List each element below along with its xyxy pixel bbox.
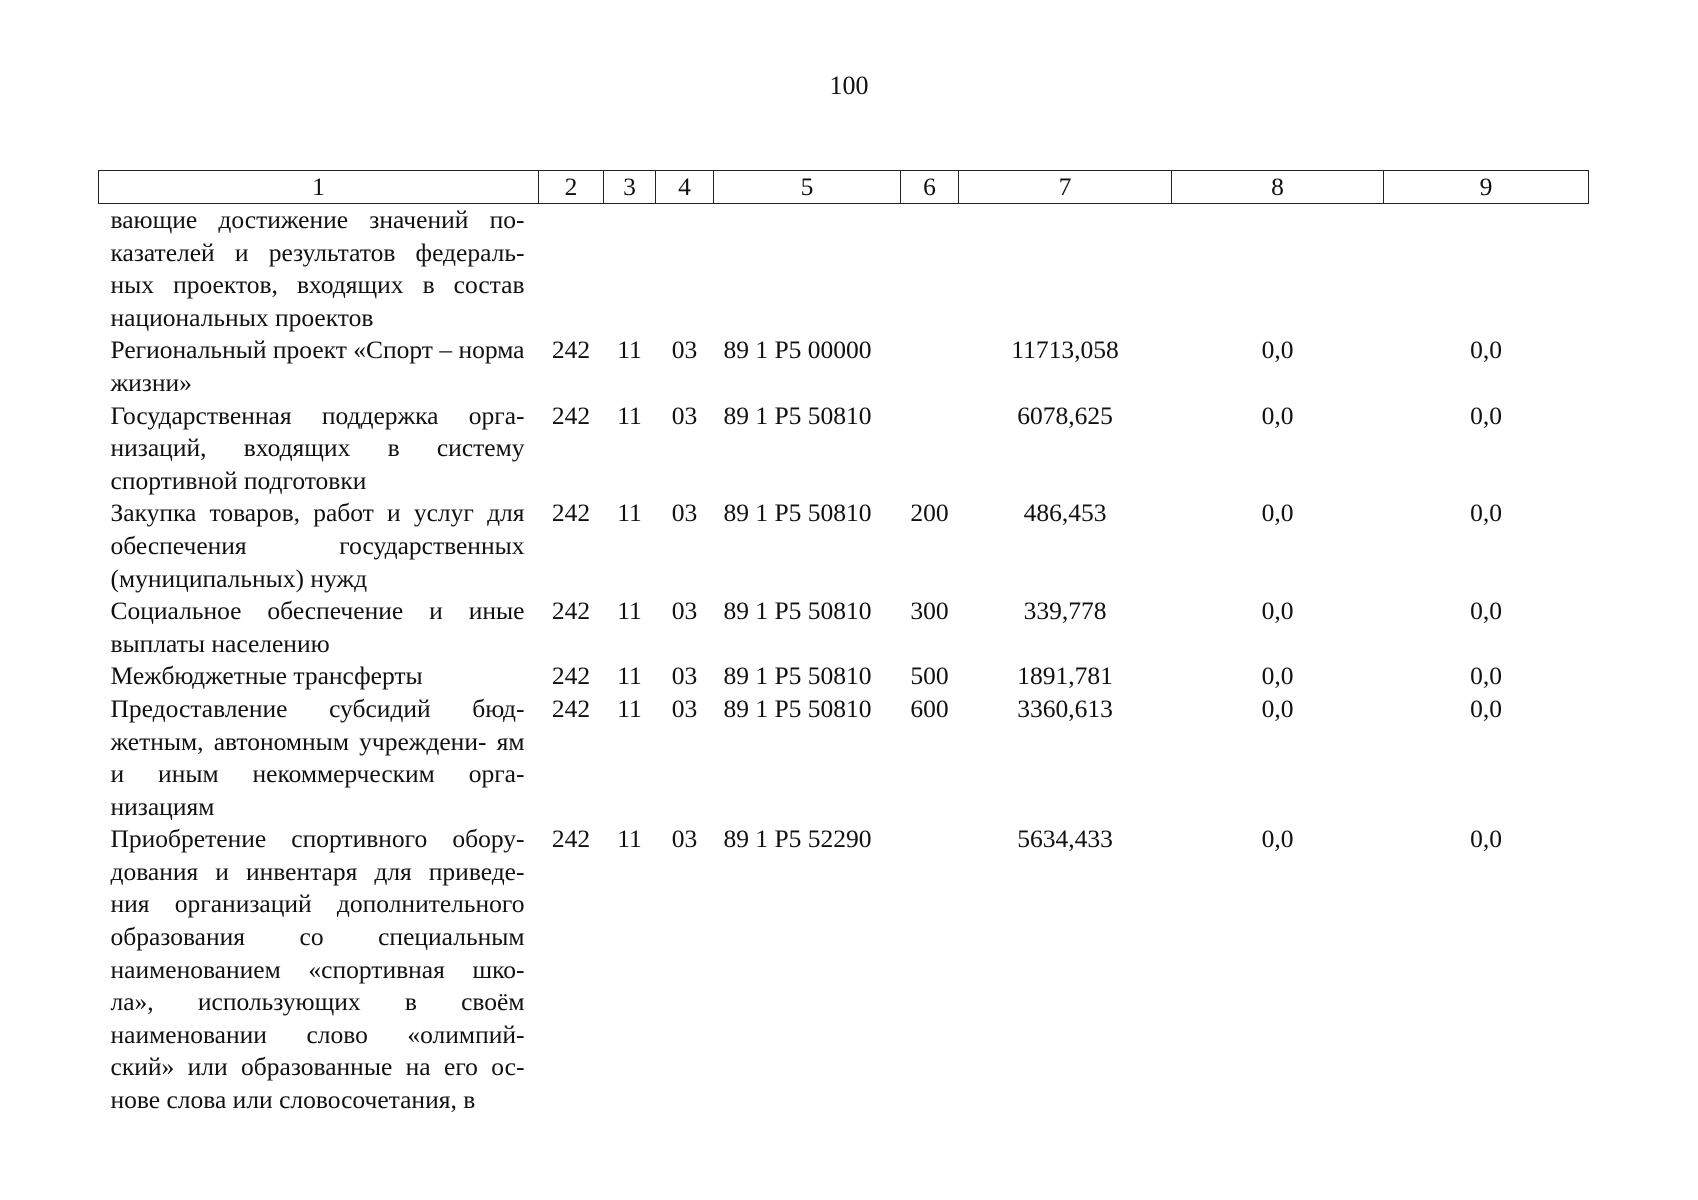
ministry-code (539, 204, 604, 335)
amount-col-7: 11713,058 (1011, 335, 1119, 365)
header-row (99, 171, 1589, 204)
expense-type-code: 600 (910, 693, 949, 723)
section-code: 11 (617, 596, 642, 626)
amount-col-9: 0,0 (1470, 661, 1502, 691)
table-header (99, 171, 1589, 204)
target-article-code: 89 1 P5 50810 (723, 596, 872, 626)
column-header: 7 (959, 171, 1172, 204)
ministry-code: 242 (551, 498, 591, 528)
ministry-code: 242 (551, 596, 591, 626)
amount-col-8: 0,0 (1261, 335, 1294, 365)
table-row (99, 823, 1589, 1116)
column-header: 9 (1384, 171, 1589, 204)
amount-col-8 (1172, 204, 1384, 335)
amount-col-9: 0,0 (1470, 400, 1502, 430)
column-header: 1 (99, 171, 539, 204)
amount-col-7: 6078,625 (1017, 400, 1113, 430)
section-code: 11 (617, 335, 642, 365)
row-name: Межбюджетные трансферты (110, 661, 423, 691)
subsection-code (656, 204, 714, 335)
column-header: 2 (539, 171, 604, 204)
row-name: Региональный проект «Спорт – норма жизни» (110, 335, 525, 397)
amount-col-9: 0,0 (1470, 693, 1502, 723)
amount-col-7: 339,778 (1023, 596, 1107, 626)
row-name: Социальное обеспечение и иные выплаты населению (110, 596, 525, 658)
amount-col-7 (959, 204, 1172, 335)
column-header: 4 (656, 171, 714, 204)
expense-type-code (901, 204, 959, 335)
table-row (99, 334, 1589, 399)
target-article-code: 89 1 P5 50810 (723, 693, 872, 723)
amount-col-8: 0,0 (1261, 693, 1294, 723)
section-code: 11 (617, 661, 642, 691)
amount-col-9: 0,0 (1470, 596, 1502, 626)
subsection-code: 03 (671, 335, 698, 365)
table-row (99, 497, 1589, 595)
column-header: 8 (1172, 171, 1384, 204)
ministry-code: 242 (551, 693, 591, 723)
row-name: Государственная поддержка орга- низаций, входящих в систему спортивной подготовки (110, 400, 525, 495)
expense-type-code: 300 (910, 596, 949, 626)
amount-col-8: 0,0 (1261, 824, 1294, 854)
target-article-code: 89 1 P5 50810 (723, 400, 872, 430)
table-row (99, 660, 1589, 693)
amount-col-9 (1384, 204, 1589, 335)
amount-col-7: 486,453 (1023, 498, 1107, 528)
expense-type-code: 500 (910, 661, 949, 691)
subsection-code: 03 (671, 400, 698, 430)
row-name: Закупка товаров, работ и услуг для обеспечения государственных (муниципальных) нужд (110, 498, 525, 593)
amount-col-7: 5634,433 (1017, 824, 1113, 854)
ministry-code: 242 (551, 824, 591, 854)
amount-col-7: 3360,613 (1017, 693, 1113, 723)
amount-col-8: 0,0 (1261, 498, 1294, 528)
section-code: 11 (617, 824, 642, 854)
target-article-code: 89 1 P5 50810 (723, 498, 872, 528)
amount-col-8: 0,0 (1261, 400, 1294, 430)
subsection-code: 03 (671, 661, 698, 691)
amount-col-9: 0,0 (1470, 824, 1502, 854)
section-code: 11 (617, 693, 642, 723)
table-row (99, 204, 1589, 335)
table-row (99, 400, 1589, 498)
expense-type-code (901, 334, 959, 399)
row-name: вающие достижение значений по- казателей и результатов федераль- ных проектов, входящих в состав национальных проектов (110, 205, 525, 332)
amount-col-9: 0,0 (1470, 335, 1502, 365)
subsection-code: 03 (671, 824, 698, 854)
budget-table (98, 170, 1589, 1117)
target-article-code: 89 1 P5 50810 (723, 661, 872, 691)
subsection-code: 03 (671, 596, 698, 626)
subsection-code: 03 (671, 498, 698, 528)
section-code (604, 204, 656, 335)
section-code: 11 (617, 400, 642, 430)
target-article-code (714, 204, 901, 335)
ministry-code: 242 (551, 400, 591, 430)
section-code: 11 (617, 498, 642, 528)
column-header: 3 (604, 171, 656, 204)
table-row (99, 595, 1589, 660)
amount-col-8: 0,0 (1261, 596, 1294, 626)
subsection-code: 03 (671, 693, 698, 723)
table-body (99, 204, 1589, 1117)
row-name: Приобретение спортивного обору- дования и инвентаря для приведе- ния организаций дополнительного образования со специальным наименованием «спортивная шко- ла», использующих в своём наименовании слово «олимпий- ский» или образованные на его ос- нове слова или словосочетания, в (110, 824, 525, 1115)
expense-type-code (901, 823, 959, 1116)
amount-col-9: 0,0 (1470, 498, 1502, 528)
expense-type-code (901, 400, 959, 498)
column-header: 6 (901, 171, 959, 204)
target-article-code: 89 1 P5 52290 (723, 824, 872, 854)
amount-col-7: 1891,781 (1017, 661, 1113, 691)
ministry-code: 242 (551, 335, 591, 365)
page-number: 100 (829, 71, 869, 100)
row-name: Предоставление субсидий бюд- жетным, автономным учреждени- ям и иным некоммерческим орга- низациям (110, 693, 525, 821)
ministry-code: 242 (551, 661, 591, 691)
column-header: 5 (714, 171, 901, 204)
target-article-code: 89 1 P5 00000 (723, 335, 872, 365)
amount-col-8: 0,0 (1261, 661, 1294, 691)
expense-type-code: 200 (910, 498, 949, 528)
table-row (99, 693, 1589, 823)
